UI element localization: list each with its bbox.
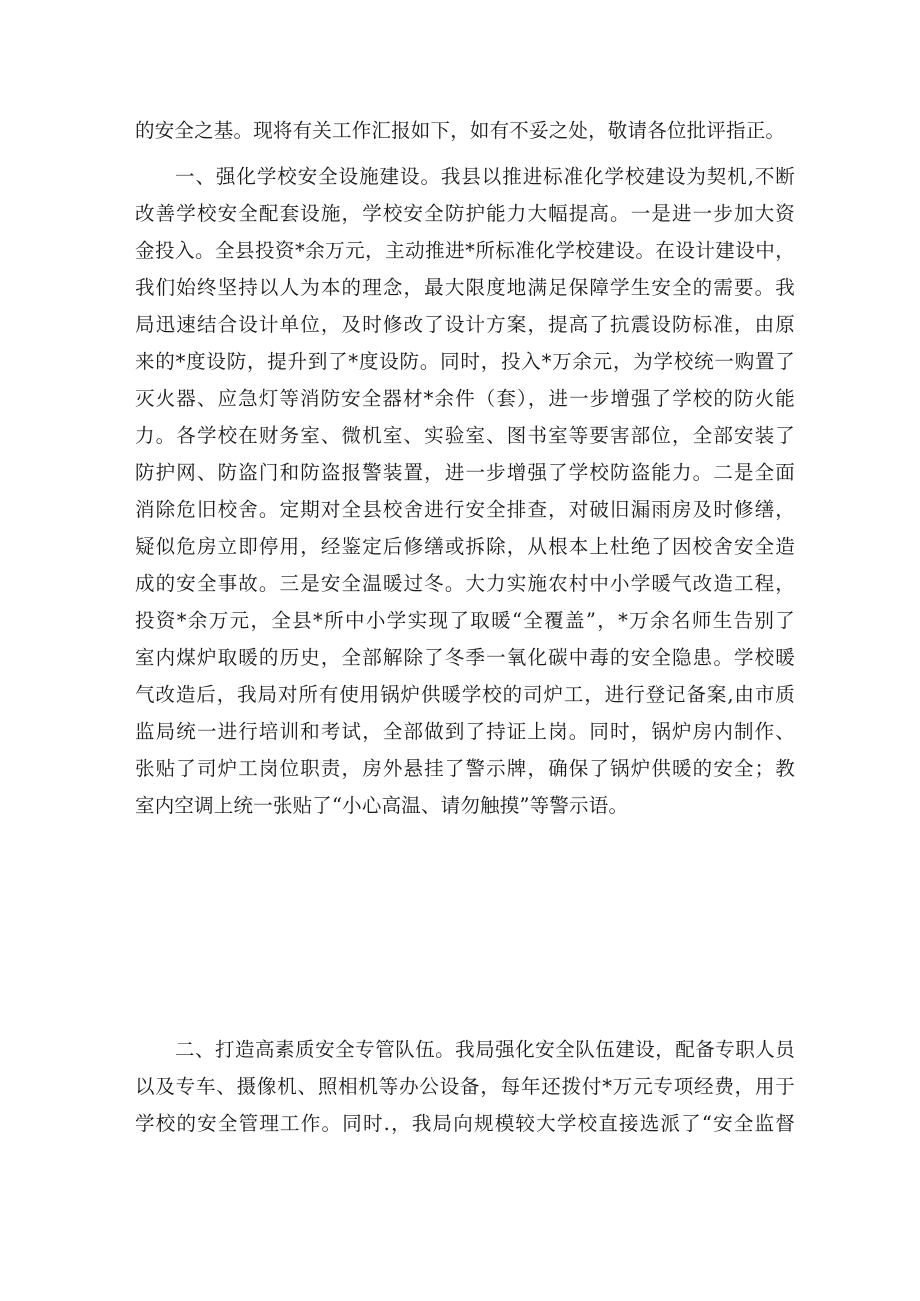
paragraph-section-two (135, 1031, 795, 1142)
text-line: 力。各学校在财务室、微机室、实验室、图书室等要害部位，全部安装了 (135, 424, 795, 447)
text-line: 金投入。全县投资*余万元，主动推进*所标准化学校建设。在设计建设中， (135, 239, 795, 262)
text-line: 学校的安全管理工作。同时.，我局向规模较大学校直接选派了“安全监督 (135, 1112, 795, 1135)
paragraph-intro-tail (135, 112, 795, 149)
text-line: 室内煤炉取暖的历史，全部解除了冬季一氧化碳中毒的安全隐患。学校暖 (135, 646, 795, 669)
text-line: 改善学校安全配套设施，学校安全防护能力大幅提高。一是进一步加大资 (135, 202, 795, 225)
text-line: 防护网、防盗门和防盗报警装置，进一步增强了学校防盗能力。二是全面 (135, 461, 795, 484)
text-line: 一、强化学校安全设施建设。我县以推进标准化学校建设为契机,不断 (175, 165, 795, 188)
paragraph-section-one (135, 158, 795, 824)
text-line: 张贴了司炉工岗位职责，房外悬挂了警示牌，确保了锅炉供暖的安全；教 (135, 757, 795, 780)
text-line: 来的*度设防，提升到了*度设防。同时，投入*万余元，为学校统一购置了 (135, 350, 795, 373)
text-line: 投资*余万元，全县*所中小学实现了取暖“全覆盖”，*万余名师生告别了 (135, 609, 795, 632)
text-line: 我们始终坚持以人为本的理念，最大限度地满足保障学生安全的需要。我 (135, 276, 795, 299)
text-line: 气改造后，我局对所有使用锅炉供暖学校的司炉工，进行登记备案,由市质 (135, 683, 795, 706)
text-line: 成的安全事故。三是安全温暖过冬。大力实施农村中小学暖气改造工程， (135, 572, 795, 595)
text-line: 以及专车、摄像机、照相机等办公设备，每年还拨付*万元专项经费，用于 (135, 1075, 795, 1098)
text-line: 监局统一进行培训和考试，全部做到了持证上岗。同时，锅炉房内制作、 (135, 720, 795, 743)
text-line: 的安全之基。现将有关工作汇报如下，如有不妥之处，敬请各位批评指正。 (135, 119, 786, 142)
text-line: 室内空调上统一张贴了“小心高温、请勿触摸”等警示语。 (135, 794, 629, 817)
text-line: 疑似危房立即停用，经鉴定后修缮或拆除，从根本上杜绝了因校舍安全造 (135, 535, 795, 558)
text-line: 灭火器、应急灯等消防安全器材*余件（套），进一步增强了学校的防火能 (135, 387, 795, 410)
text-line: 消除危旧校舍。定期对全县校舍进行安全排查，对破旧漏雨房及时修缮， (135, 498, 795, 521)
text-line: 局迅速结合设计单位，及时修改了设计方案，提高了抗震设防标准，由原 (135, 313, 795, 336)
text-line: 二、打造高素质安全专管队伍。我局强化安全队伍建设，配备专职人员 (175, 1038, 795, 1061)
